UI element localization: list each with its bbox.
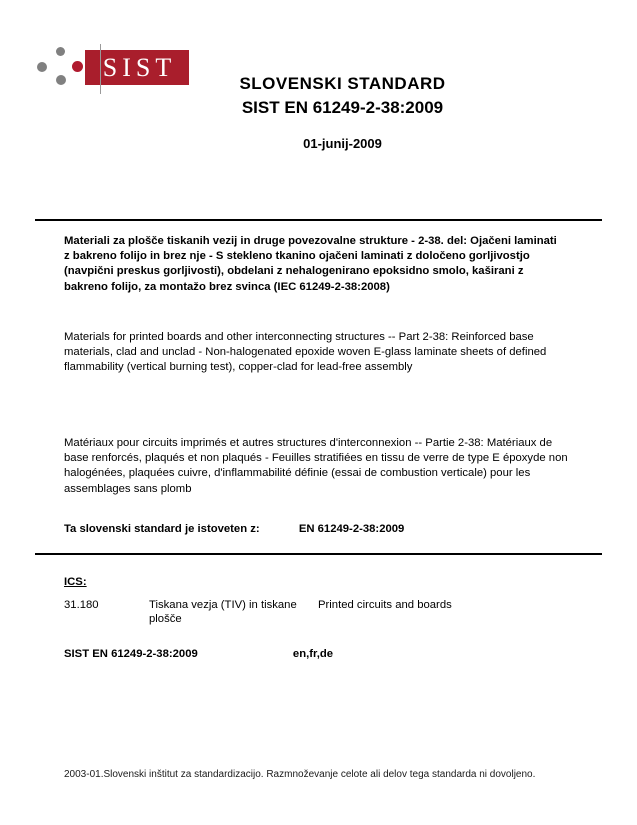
designation-languages: en,fr,de: [292, 648, 334, 660]
equivalence-line: [64, 523, 404, 535]
title-english: Materials for printed boards and other interconnecting structures -- Part 2-38: Reinforced base materials, clad and unclad - Non-halogenated epoxide woven E-glass laminate sheets of defined flammability (vertical burning test), copper-clad for lead-free assembly: [64, 331, 547, 374]
designation-line: [64, 648, 333, 660]
logo-dot-top-icon: [56, 47, 65, 56]
ics-code: 31.180: [64, 599, 99, 611]
footer-copyright: 2003-01.Slovenski inštitut za standardizacijo. Razmnoževanje celote ali delov tega standarda ni dovoljeno.: [64, 769, 536, 780]
equivalence-label: Ta slovenski standard je istoveten z:: [64, 523, 260, 535]
divider-top: [35, 219, 602, 221]
ics-description-slovenian: Tiskana vezja (TIV) in tiskane plošče: [149, 599, 297, 625]
publication-date: 01-junij-2009: [303, 136, 382, 151]
ics-label: ICS:: [64, 576, 87, 588]
designation-id: SIST EN 61249-2-38:2009: [64, 648, 198, 660]
divider-middle: [35, 553, 602, 555]
logo-dot-left-icon: [37, 62, 47, 72]
standard-number-title: SIST EN 61249-2-38:2009: [241, 98, 444, 117]
logo-wordmark: SIST: [102, 52, 177, 82]
ics-description-english: Printed circuits and boards: [318, 599, 452, 611]
equivalence-value: EN 61249-2-38:2009: [298, 523, 405, 535]
standard-kind-title: SLOVENSKI STANDARD: [239, 74, 446, 93]
title-block: [64, 234, 568, 495]
title-slovenian: Materiali za plošče tiskanih vezij in druge povezovalne strukture - 2-38. del: Ojačeni laminati z bakreno folijo in brez nje - S stekleno tkanino ojačeni laminati z določeno gorljivostjo (navpični preskus gorljivosti), obdelani z nehalogenirano epoksidno smolo, kaširani z bakreno folijo, za montažo brez svinca (IEC 61249-2-38:2008): [64, 235, 557, 293]
page-header: [0, 72, 637, 151]
logo-dot-red-icon: [72, 61, 83, 72]
title-french: Matériaux pour circuits imprimés et autres structures d'interconnexion -- Partie 2-38: Matériaux de base renforcés, plaqués et non plaqués - Feuilles stratifiées en tissu de verre de type E époxyde non halogénées, plaquées cuivre, d'inflammabilité définie (essai de combustion verticale) pour les assemblages sans plomb: [64, 437, 568, 495]
